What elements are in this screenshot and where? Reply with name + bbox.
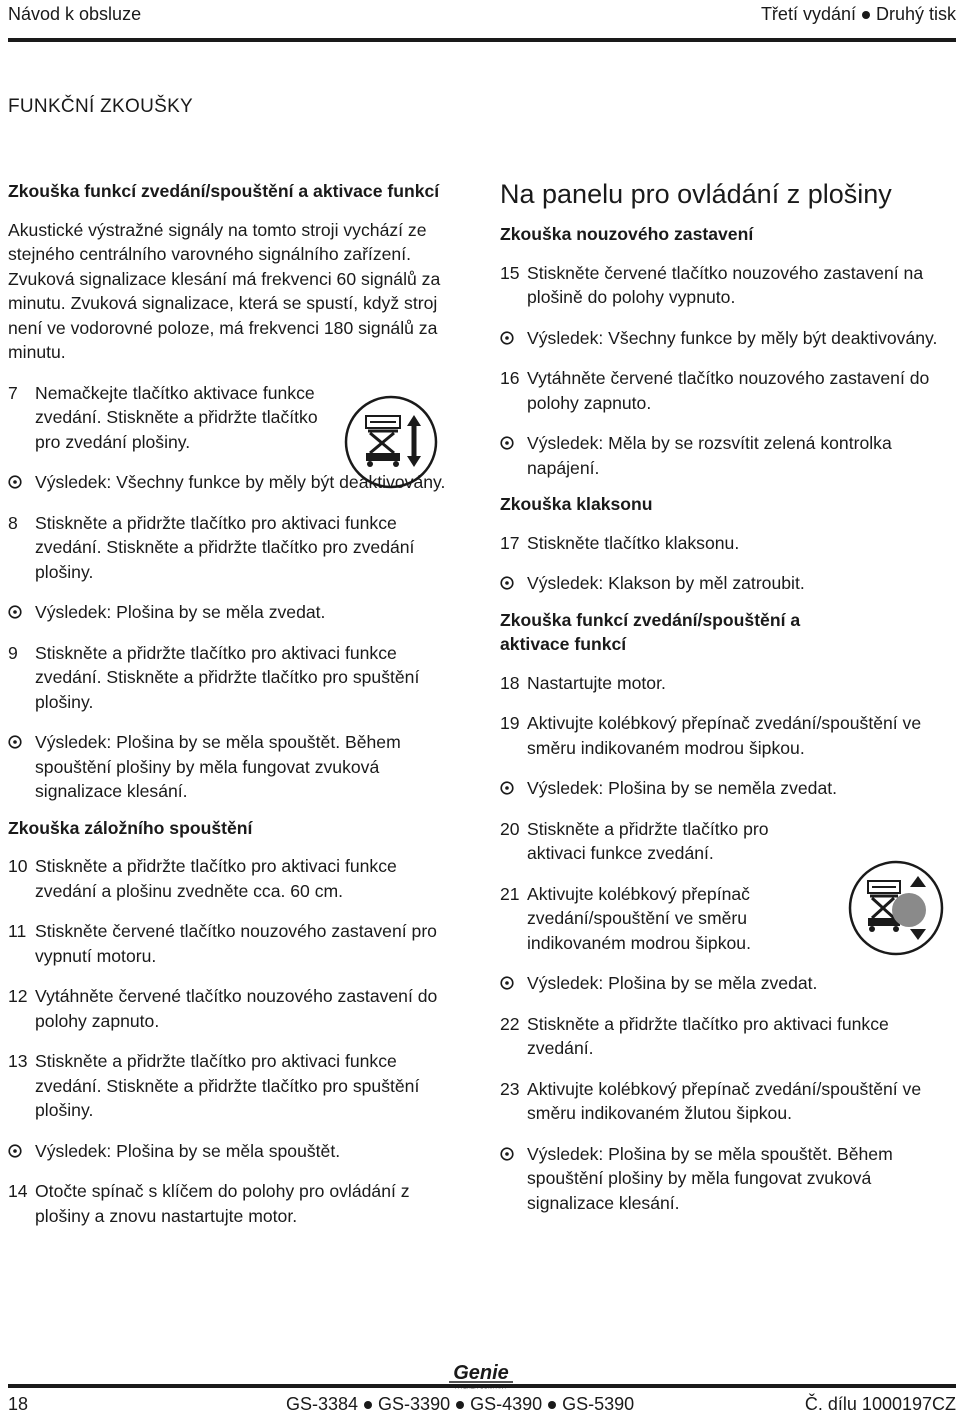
footer-page-number: 18 xyxy=(8,1394,29,1414)
footer-models xyxy=(286,1393,634,1415)
step-9 xyxy=(8,641,456,715)
result-8-text: Výsledek: Plošina by se měla zvedat. xyxy=(35,602,326,622)
result-13-text: Výsledek: Plošina by se měla spouštět. xyxy=(35,1140,341,1161)
step-11 xyxy=(8,919,456,968)
header-manual-title: Návod k obsluze xyxy=(8,4,142,24)
step-11-num: 11 xyxy=(8,921,27,941)
step-21-text: Aktivujte kolébkový přepínač zvedání/spouštění ve směru indikovaném modrou šipkou. xyxy=(527,883,751,953)
header-edition xyxy=(761,3,956,25)
header-edition-b: Druhý tisk xyxy=(875,4,956,24)
step-15-text: Stiskněte červené tlačítko nouzového zastavení na plošině do polohy vypnuto. xyxy=(527,262,924,307)
result-8 xyxy=(8,600,456,625)
footer-model-1: GS-3384 xyxy=(286,1394,359,1414)
step-12-text: Vytáhněte červené tlačítko nouzového zastavení do polohy zapnuto. xyxy=(35,986,438,1031)
step-22-text: Stiskněte a přidržte tlačítko pro aktivaci funkce zvedání. xyxy=(527,1013,889,1058)
step-18-text: Nastartujte motor. xyxy=(527,672,666,693)
result-icon xyxy=(500,1147,514,1161)
step-20-num: 20 xyxy=(500,818,520,839)
step-13 xyxy=(8,1049,456,1123)
step-7-text: Nemačkejte tlačítko aktivace funkce zvedání. Stiskněte a přidržte tlačítko pro zvedání plošiny. xyxy=(35,382,318,452)
right-heading-horn: Zkouška klaksonu xyxy=(500,494,653,514)
step-20-text: Stiskněte a přidržte tlačítko pro aktivaci funkce zvedání. xyxy=(527,818,769,863)
step-23-text: Aktivujte kolébkový přepínač zvedání/spouštění ve směru indikovaném žlutou šipkou. xyxy=(527,1078,922,1123)
step-17 xyxy=(500,531,958,556)
result-16 xyxy=(500,431,958,480)
step-11-text: Stiskněte červené tlačítko nouzového zastavení pro vypnutí motoru. xyxy=(35,921,437,966)
bullet-dot xyxy=(862,11,870,19)
result-19-text: Výsledek: Plošina by se neměla zvedat. xyxy=(527,778,838,798)
result-17 xyxy=(500,571,958,596)
step-9-text: Stiskněte a přidržte tlačítko pro aktivaci funkce zvedání. Stiskněte a přidržte tlačítko pro spuštění plošiny. xyxy=(35,642,420,712)
step-12 xyxy=(8,984,456,1033)
step-18-num: 18 xyxy=(500,672,520,693)
result-icon xyxy=(500,576,514,590)
right-heading-lift: Zkouška funkcí zvedání/spouštění a aktivace funkcí xyxy=(500,609,801,654)
result-21-text: Výsledek: Plošina by se měla zvedat. xyxy=(527,973,818,993)
result-23 xyxy=(500,1142,958,1216)
step-10 xyxy=(8,854,456,903)
left-column xyxy=(8,179,456,1244)
step-10-text: Stiskněte a přidržte tlačítko pro aktivaci funkce zvedání a plošinu zvedněte cca. 60 cm. xyxy=(35,856,397,901)
footer-model-2: GS-3390 xyxy=(378,1394,451,1414)
step-23-num: 23 xyxy=(500,1078,520,1099)
result-9-text: Výsledek: Plošina by se měla spouštět. Během spouštění plošiny by měla fungovat zvuková signalizace klesání. xyxy=(35,732,401,801)
step-8-num: 8 xyxy=(8,512,18,533)
result-icon xyxy=(8,1144,22,1158)
step-9-num: 9 xyxy=(8,642,18,663)
step-19-text: Aktivujte kolébkový přepínač zvedání/spouštění ve směru indikovaném modrou šipkou. xyxy=(527,713,922,758)
result-icon xyxy=(500,976,514,990)
lift-function-icon xyxy=(344,395,438,489)
step-8 xyxy=(8,511,456,585)
result-21 xyxy=(500,971,958,996)
step-22-num: 22 xyxy=(500,1013,520,1034)
result-7-text: Výsledek: Všechny funkce by měly být deaktivovány. xyxy=(35,472,446,492)
section-title: FUNKČNÍ ZKOUŠKY xyxy=(8,96,194,117)
step-15 xyxy=(500,261,958,310)
header-edition-a: Třetí vydání xyxy=(760,4,856,24)
result-16-text: Výsledek: Měla by se rozsvítit zelená kontrolka napájení. xyxy=(527,433,892,478)
step-13-num: 13 xyxy=(8,1051,28,1071)
footer-part-number: Č. dílu 1000197CZ xyxy=(804,1394,956,1414)
step-16-text: Vytáhněte červené tlačítko nouzového zastavení do polohy zapnuto. xyxy=(527,368,930,413)
result-icon xyxy=(500,436,514,450)
result-icon xyxy=(8,605,22,619)
step-14-text: Otočte spínač s klíčem do polohy pro ovládání z plošiny a znovu nastartujte motor. xyxy=(35,1181,410,1226)
result-15 xyxy=(500,326,958,351)
step-23 xyxy=(500,1077,958,1126)
result-13 xyxy=(8,1139,456,1164)
step-22 xyxy=(500,1012,958,1061)
result-icon xyxy=(500,781,514,795)
result-icon xyxy=(8,475,22,489)
result-9 xyxy=(8,730,456,804)
step-20 xyxy=(500,817,827,866)
right-column xyxy=(500,178,958,1231)
step-19-num: 19 xyxy=(500,713,520,733)
result-23-text: Výsledek: Plošina by se měla spouštět. Během spouštění plošiny by měla fungovat zvuková signalizace klesání. xyxy=(527,1143,893,1213)
right-heading-emergency: Zkouška nouzového zastavení xyxy=(500,224,754,244)
step-8-text: Stiskněte a přidržte tlačítko pro aktivaci funkce zvedání. Stiskněte a přidržte tlačítko pro zvedání plošiny. xyxy=(35,512,415,582)
step-14 xyxy=(8,1179,456,1228)
step-16-num: 16 xyxy=(500,368,520,388)
result-19 xyxy=(500,776,958,801)
result-icon xyxy=(8,735,22,749)
step-21 xyxy=(500,882,827,956)
step-17-text: Stiskněte tlačítko klaksonu. xyxy=(527,532,740,553)
step-13-text: Stiskněte a přidržte tlačítko pro aktivaci funkce zvedání. Stiskněte a přidržte tlačítko pro spuštění plošiny. xyxy=(35,1051,420,1120)
step-12-num: 12 xyxy=(8,986,28,1006)
header-rule xyxy=(8,38,956,42)
genie-logo-text: Genie xyxy=(453,1362,509,1384)
step-15-num: 15 xyxy=(500,262,520,283)
step-7-num: 7 xyxy=(8,382,18,403)
bullet-dot xyxy=(548,1401,556,1409)
rocker-switch-icon xyxy=(848,860,944,956)
result-17-text: Výsledek: Klakson by měl zatroubit. xyxy=(527,573,805,593)
footer-model-4: GS-5390 xyxy=(562,1394,635,1414)
left-heading-lift: Zkouška funkcí zvedání/spouštění a aktivace funkcí xyxy=(8,181,440,201)
right-main-heading: Na panelu pro ovládání z plošiny xyxy=(500,179,892,209)
step-14-num: 14 xyxy=(8,1181,28,1201)
result-15-text: Výsledek: Všechny funkce by měly být deaktivovány. xyxy=(527,327,938,348)
step-19 xyxy=(500,711,958,760)
step-16 xyxy=(500,366,958,415)
step-21-num: 21 xyxy=(500,883,520,904)
step-17-num: 17 xyxy=(500,532,520,553)
result-icon xyxy=(500,331,514,345)
step-7 xyxy=(8,381,320,455)
bullet-dot xyxy=(364,1401,372,1409)
footer-model-3: GS-4390 xyxy=(470,1394,543,1414)
left-intro: Akustické výstražné signály na tomto stroji vychází ze stejného centrálního varovného signálního zařízení. Zvuková signalizace klesání má frekvenci 60 signálů za minutu. Zvuková signalizace, která se spustí, když stroj není ve vodorovné poloze, má frekvenci 180 signálů za minutu. xyxy=(8,219,441,362)
step-10-num: 10 xyxy=(8,856,28,876)
footer-rule xyxy=(8,1384,956,1388)
bullet-dot xyxy=(456,1401,464,1409)
step-18 xyxy=(500,671,958,696)
left-heading-backup: Zkouška záložního spouštění xyxy=(8,817,253,838)
